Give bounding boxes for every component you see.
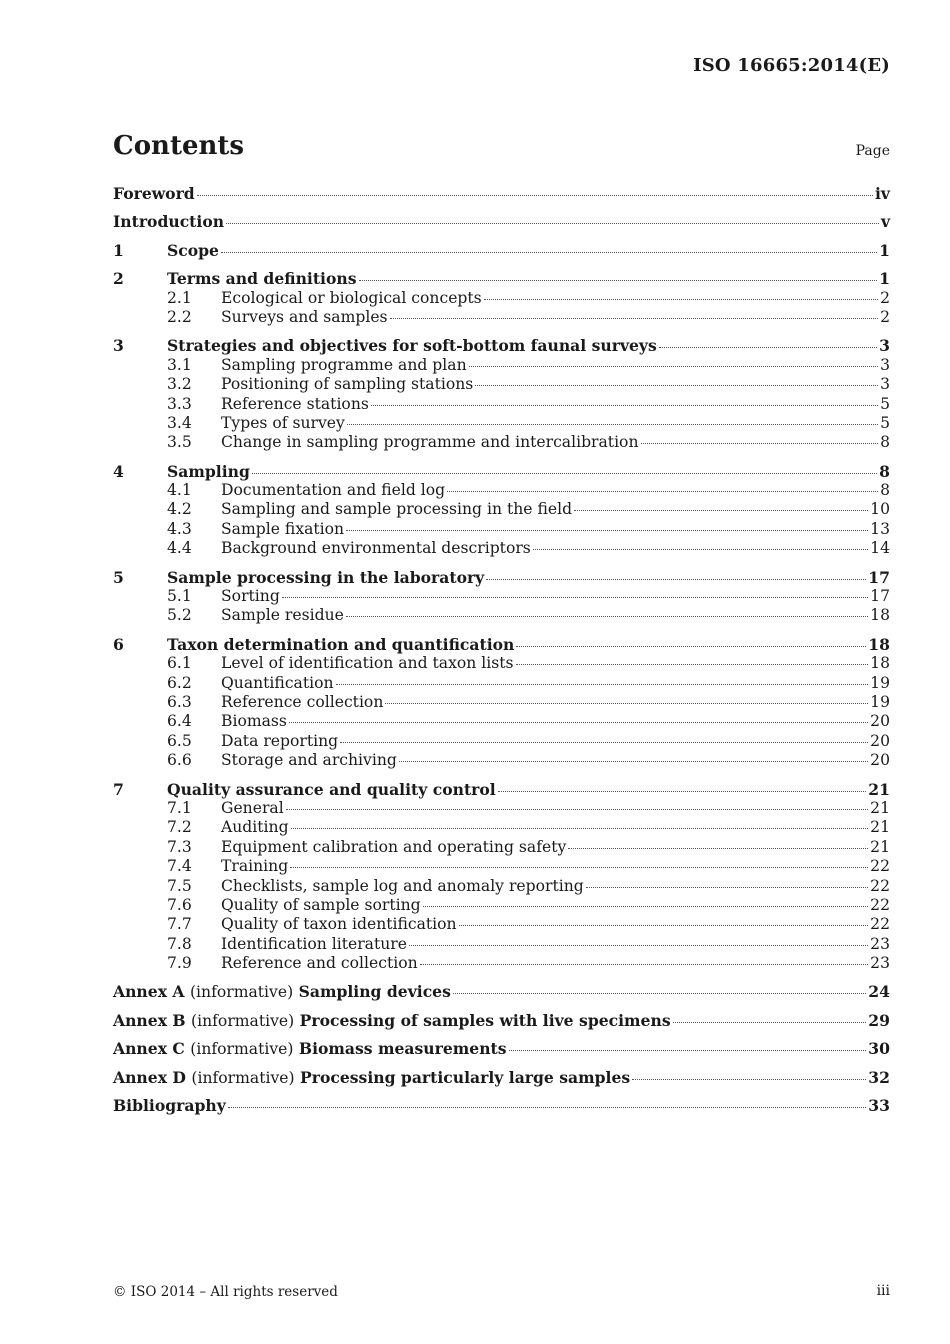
dot-leader (371, 404, 878, 406)
dot-leader (221, 251, 877, 253)
toc-number: 7.3 (167, 837, 192, 856)
toc-subentry[interactable] (113, 356, 890, 375)
toc-subentry[interactable] (113, 857, 890, 876)
table-of-contents (113, 184, 890, 1115)
toc-page-number: 8 (880, 481, 890, 500)
toc-number: 7.5 (167, 876, 192, 895)
toc-page-number: iv (875, 184, 890, 203)
dot-leader (453, 992, 866, 994)
toc-entry[interactable] (113, 1039, 890, 1058)
toc-subentry[interactable] (113, 751, 890, 770)
toc-title: Sampling (167, 461, 250, 481)
toc-entry[interactable] (113, 462, 890, 481)
toc-subentry[interactable] (113, 289, 890, 308)
toc-subentry[interactable] (113, 433, 890, 452)
toc-page-number: 19 (870, 692, 890, 711)
toc-title: Reference stations (221, 394, 369, 413)
toc-entry[interactable] (113, 982, 890, 1001)
toc-subentry[interactable] (113, 654, 890, 673)
toc-title: Scope (167, 240, 219, 260)
toc-entry[interactable] (113, 635, 890, 654)
dot-leader (346, 529, 868, 531)
toc-entry[interactable] (113, 780, 890, 799)
toc-number: 7.4 (167, 857, 192, 876)
toc-subentry[interactable] (113, 935, 890, 954)
dot-leader (420, 963, 869, 965)
dot-leader (659, 346, 877, 348)
toc-page-number: 1 (879, 269, 890, 289)
dot-leader (409, 944, 868, 946)
toc-page-number: 21 (870, 837, 890, 856)
dot-leader (475, 384, 878, 386)
toc-page-number: 24 (868, 982, 890, 1002)
toc-number: 3.1 (167, 355, 192, 374)
toc-page-number: 10 (870, 500, 890, 519)
dot-leader (632, 1078, 866, 1080)
toc-title (113, 1068, 630, 1088)
dot-leader (447, 490, 878, 492)
toc-page-number: 8 (880, 433, 890, 452)
toc-title: Sampling and sample processing in the field (221, 500, 573, 519)
toc-page-number: 20 (870, 731, 890, 750)
annex-title: Sampling devices (298, 982, 451, 1002)
toc-page-number: 5 (880, 394, 890, 413)
dot-leader (469, 365, 878, 367)
toc-number: 5 (113, 567, 124, 587)
toc-page-number: 17 (868, 567, 890, 587)
toc-number: 6.5 (167, 731, 192, 750)
dot-leader (282, 596, 868, 598)
toc-page-number: 3 (880, 355, 890, 374)
dot-leader (347, 423, 878, 425)
toc-page-number: 8 (879, 461, 890, 481)
annex-note: (informative) (190, 1040, 294, 1059)
dot-leader (486, 578, 866, 580)
toc-subentry[interactable] (113, 799, 890, 818)
dot-leader (289, 721, 868, 723)
dot-leader (385, 702, 868, 704)
toc-title: Types of survey (221, 413, 345, 432)
toc-title: Sampling programme and plan (221, 355, 467, 374)
toc-title: Quality of taxon identification (221, 915, 457, 934)
toc-page-number: 18 (870, 654, 890, 673)
toc-page-number: 21 (870, 818, 890, 837)
toc-page-number: 22 (870, 895, 890, 914)
toc-subentry[interactable] (113, 693, 890, 712)
toc-title: Surveys and samples (221, 307, 388, 326)
toc-entry[interactable] (113, 212, 890, 231)
toc-number: 6.6 (167, 751, 192, 770)
page-column-label: Page (855, 143, 890, 159)
toc-subentry[interactable] (113, 915, 890, 934)
toc-subentry[interactable] (113, 606, 890, 625)
toc-title: Identification literature (221, 934, 407, 953)
toc-number: 3.2 (167, 375, 192, 394)
toc-page-number: 18 (868, 634, 890, 654)
toc-page-number: 19 (870, 673, 890, 692)
toc-title: Bibliography (113, 1096, 226, 1116)
dot-leader (641, 442, 879, 444)
toc-title: Background environmental descriptors (221, 539, 531, 558)
toc-page-number: 32 (868, 1067, 890, 1087)
toc-number: 7.7 (167, 915, 192, 934)
toc-number: 7.9 (167, 954, 192, 973)
toc-page-number: 22 (870, 915, 890, 934)
dot-leader (340, 741, 868, 743)
toc-title: Terms and definitions (167, 269, 357, 289)
toc-title: Taxon determination and quantification (167, 634, 515, 654)
toc-page-number: 3 (879, 336, 890, 356)
toc-page-number: 3 (880, 375, 890, 394)
toc-number: 2 (113, 269, 124, 289)
page-title: Contents (113, 131, 245, 161)
toc-title: Reference collection (221, 692, 384, 711)
dot-leader (228, 1106, 867, 1108)
toc-page-number: 5 (880, 413, 890, 432)
toc-number: 7.2 (167, 818, 192, 837)
toc-number: 4.2 (167, 500, 192, 519)
toc-entry[interactable] (113, 1011, 890, 1030)
dot-leader (346, 615, 868, 617)
toc-number: 3.3 (167, 394, 192, 413)
toc-page-number: 33 (868, 1096, 890, 1116)
toc-subentry[interactable] (113, 395, 890, 414)
toc-number: 3 (113, 336, 124, 356)
toc-page-number: v (880, 212, 890, 232)
dot-leader (359, 279, 878, 281)
toc-page-number: 30 (868, 1039, 890, 1059)
annex-label: Annex C (113, 1039, 185, 1059)
toc-title: Quality of sample sorting (221, 895, 421, 914)
toc-number: 6 (113, 634, 124, 654)
toc-title: Positioning of sampling stations (221, 375, 474, 394)
toc-number: 5.1 (167, 587, 192, 606)
toc-page-number: 22 (870, 876, 890, 895)
document-id: ISO 16665:2014(E) (693, 55, 890, 76)
toc-entry[interactable] (113, 336, 890, 355)
toc-title (113, 1039, 507, 1059)
toc-number: 4.1 (167, 481, 192, 500)
toc-number: 4 (113, 461, 124, 481)
toc-page-number: 20 (870, 712, 890, 731)
dot-leader (390, 317, 879, 319)
toc-number: 2.2 (167, 307, 192, 326)
annex-label: Annex B (113, 1010, 186, 1030)
toc-number: 5.2 (167, 606, 192, 625)
toc-subentry[interactable] (113, 954, 890, 973)
toc-page-number: 21 (868, 779, 890, 799)
toc-entry[interactable] (113, 269, 890, 288)
toc-title: Sample residue (221, 606, 344, 625)
dot-leader (336, 683, 869, 685)
toc-title: Equipment calibration and operating safety (221, 837, 567, 856)
dot-leader (252, 472, 877, 474)
toc-title: Storage and archiving (221, 751, 397, 770)
toc-title: Sample processing in the laboratory (167, 567, 485, 587)
toc-title: Reference and collection (221, 954, 418, 973)
toc-page-number: 23 (870, 934, 890, 953)
toc-entry[interactable] (113, 184, 890, 203)
toc-number: 6.2 (167, 673, 192, 692)
toc-number: 3.4 (167, 413, 192, 432)
dot-leader (197, 194, 873, 196)
dot-leader (509, 1049, 867, 1051)
toc-title: Sample fixation (221, 519, 345, 538)
annex-note: (informative) (189, 983, 294, 1002)
toc-title: Introduction (113, 212, 225, 232)
toc-subentry[interactable] (113, 520, 890, 539)
toc-subentry[interactable] (113, 308, 890, 327)
toc-number: 7.1 (167, 798, 192, 817)
toc-title (113, 982, 451, 1002)
toc-number: 7 (113, 779, 124, 799)
toc-title: Ecological or biological concepts (221, 288, 482, 307)
toc-title: Data reporting (221, 731, 339, 750)
toc-subentry[interactable] (113, 712, 890, 731)
dot-leader (226, 222, 879, 224)
dot-leader (290, 866, 868, 868)
dot-leader (574, 509, 868, 511)
toc-number: 7.8 (167, 934, 192, 953)
annex-title: Processing particularly large samples (300, 1067, 631, 1087)
dot-leader (498, 790, 867, 792)
dot-leader (399, 760, 868, 762)
annex-title: Processing of samples with live specimens (299, 1010, 671, 1030)
toc-subentry[interactable] (113, 414, 890, 433)
toc-title: Quantification (221, 673, 334, 692)
annex-label: Annex D (113, 1067, 186, 1087)
toc-page-number: 2 (880, 288, 890, 307)
dot-leader (484, 298, 878, 300)
toc-page-number: 21 (870, 798, 890, 817)
annex-title: Biomass measurements (298, 1039, 507, 1059)
footer-copyright: © ISO 2014 – All rights reserved (113, 1284, 338, 1300)
toc-title: Auditing (221, 818, 289, 837)
annex-note: (informative) (191, 1011, 295, 1030)
toc-title: Foreword (113, 184, 195, 203)
toc-number: 1 (113, 240, 124, 260)
toc-subentry[interactable] (113, 838, 890, 857)
toc-page-number: 23 (870, 954, 890, 973)
toc-title: Checklists, sample log and anomaly reporting (221, 876, 584, 895)
toc-subentry[interactable] (113, 896, 890, 915)
annex-label: Annex A (113, 982, 185, 1002)
toc-title: Level of identification and taxon lists (221, 654, 514, 673)
toc-number: 6.4 (167, 712, 192, 731)
toc-number: 4.4 (167, 539, 192, 558)
toc-page-number: 18 (870, 606, 890, 625)
toc-subentry[interactable] (113, 587, 890, 606)
toc-subentry[interactable] (113, 732, 890, 751)
toc-title (113, 1011, 671, 1031)
dot-leader (586, 886, 868, 888)
toc-title: Quality assurance and quality control (167, 779, 496, 799)
toc-number: 6.3 (167, 692, 192, 711)
toc-subentry[interactable] (113, 539, 890, 558)
toc-page-number: 1 (879, 240, 890, 260)
toc-page-number: 2 (880, 307, 890, 326)
toc-title: Training (221, 857, 289, 876)
dot-leader (286, 808, 868, 810)
dot-leader (423, 905, 869, 907)
toc-title: General (221, 798, 284, 817)
dot-leader (459, 924, 869, 926)
toc-page-number: 13 (870, 519, 890, 538)
toc-number: 7.6 (167, 895, 192, 914)
toc-subentry[interactable] (113, 500, 890, 519)
toc-page-number: 14 (870, 539, 890, 558)
toc-subentry[interactable] (113, 674, 890, 693)
footer-page-number: iii (876, 1283, 890, 1299)
dot-leader (291, 827, 869, 829)
toc-page-number: 22 (870, 857, 890, 876)
toc-number: 6.1 (167, 654, 192, 673)
toc-page-number: 29 (868, 1010, 890, 1030)
dot-leader (568, 847, 868, 849)
toc-entry[interactable] (113, 1068, 890, 1087)
toc-number: 2.1 (167, 288, 192, 307)
dot-leader (516, 645, 866, 647)
dot-leader (673, 1021, 867, 1023)
toc-page-number: 17 (870, 587, 890, 606)
toc-title: Biomass (221, 712, 287, 731)
toc-subentry[interactable] (113, 877, 890, 896)
toc-entry[interactable] (113, 568, 890, 587)
toc-subentry[interactable] (113, 818, 890, 837)
dot-leader (516, 663, 869, 665)
toc-entry[interactable] (113, 241, 890, 260)
toc-title: Sorting (221, 587, 280, 606)
annex-note: (informative) (191, 1068, 295, 1087)
toc-number: 4.3 (167, 519, 192, 538)
toc-entry[interactable] (113, 1096, 890, 1115)
toc-title: Documentation and field log (221, 481, 446, 500)
toc-title: Strategies and objectives for soft-bottom faunal surveys (167, 336, 657, 356)
toc-subentry[interactable] (113, 481, 890, 500)
toc-number: 3.5 (167, 433, 192, 452)
toc-subentry[interactable] (113, 375, 890, 394)
toc-title: Change in sampling programme and intercalibration (221, 433, 639, 452)
dot-leader (533, 548, 868, 550)
toc-page-number: 20 (870, 751, 890, 770)
